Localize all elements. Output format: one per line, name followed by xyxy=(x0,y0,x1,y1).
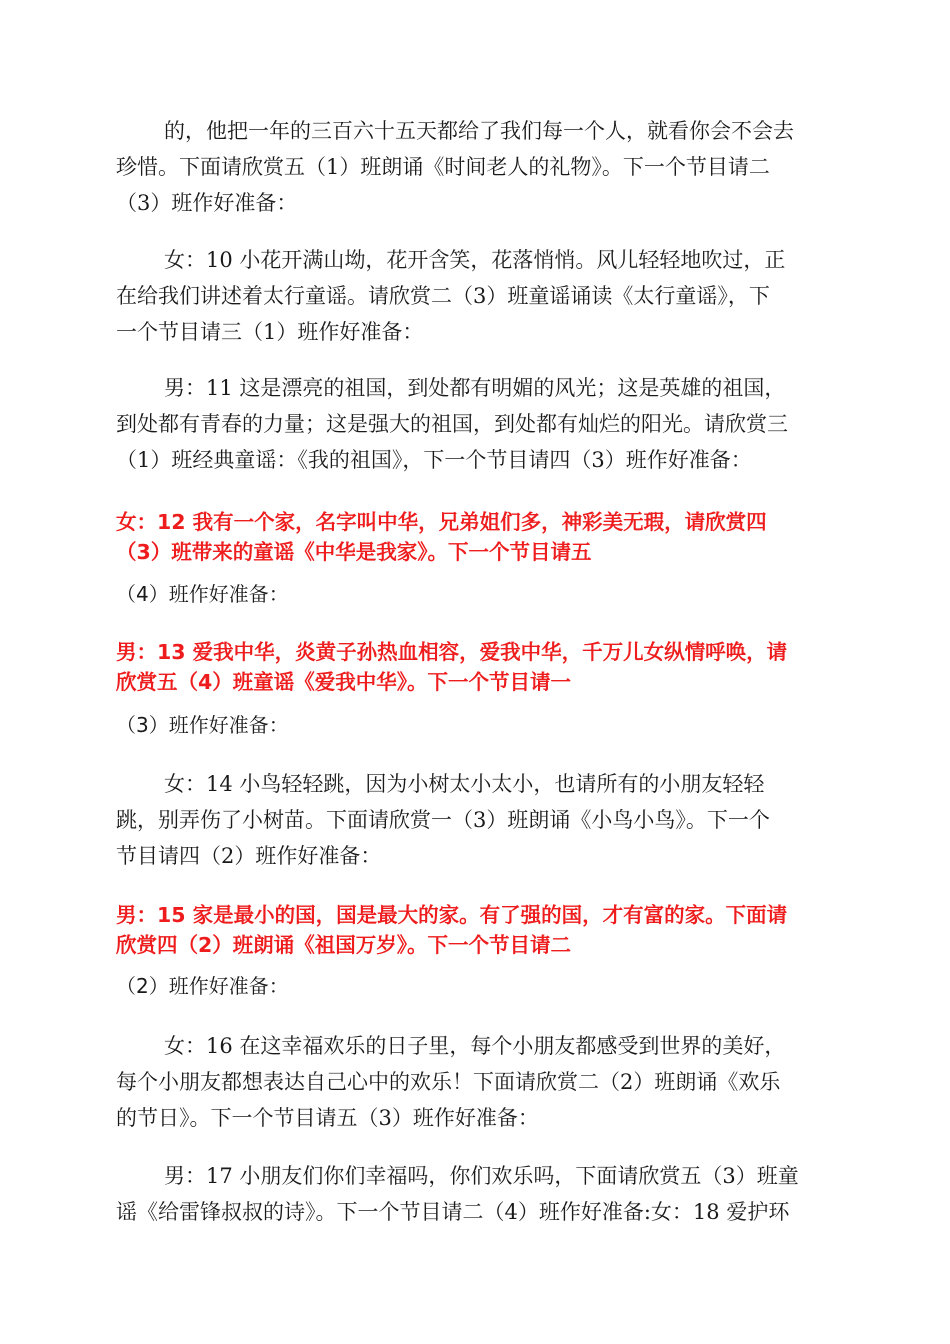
highlight-line: （3）班带来的童谣《中华是我家》。下一个节目请五 xyxy=(116,540,592,564)
text-line: 女：14 小鸟轻轻跳，因为小树太小太小，也请所有的小朋友轻轻 xyxy=(164,772,765,796)
paragraph-class-prepare xyxy=(116,707,832,743)
paragraph-male-13-highlight xyxy=(116,637,832,697)
paragraph-female-16 xyxy=(116,1028,832,1136)
paragraph-continuation xyxy=(116,113,832,221)
text-line: 的节日》。下一个节目请五（3）班作好准备： xyxy=(116,1106,539,1130)
text-line: 的，他把一年的三百六十五天都给了我们每一个人，就看你会不会去 xyxy=(164,119,794,143)
highlight-line: 欣赏五（4）班童谣《爱我中华》。下一个节目请一 xyxy=(116,670,572,694)
text-line: 跳，别弄伤了小树苗。下面请欣赏一（3）班朗诵《小鸟小鸟》。下一个 xyxy=(116,808,770,832)
highlight-line: 欣赏四（2）班朗诵《祖国万岁》。下一个节目请二 xyxy=(116,933,572,957)
paragraph-class-prepare xyxy=(116,968,832,1004)
highlight-line: 男：15 家是最小的国，国是最大的家。有了强的国，才有富的家。下面请 xyxy=(116,903,788,927)
paragraph-male-11 xyxy=(116,370,832,478)
text-line: （2）班作好准备： xyxy=(116,974,289,998)
text-line: （3）班作好准备： xyxy=(116,191,298,215)
text-line: 谣《给雷锋叔叔的诗》。下一个节目请二（4）班作好准备:女：18 爱护环 xyxy=(116,1200,790,1224)
text-line: 在给我们讲述着太行童谣。请欣赏二（3）班童谣诵读《太行童谣》，下 xyxy=(116,284,770,308)
text-line: （1）班经典童谣：《我的祖国》，下一个节目请四（3）班作好准备： xyxy=(116,448,752,472)
text-line: 到处都有青春的力量；这是强大的祖国，到处都有灿烂的阳光。请欣赏三 xyxy=(116,412,788,436)
text-line: 女：10 小花开满山坳，花开含笑，花落悄悄。风儿轻轻地吹过，正 xyxy=(164,248,786,272)
paragraph-female-10 xyxy=(116,242,832,350)
text-line: 节目请四（2）班作好准备： xyxy=(116,844,382,868)
text-line: 一个节目请三（1）班作好准备： xyxy=(116,320,424,344)
text-line: 女：16 在这幸福欢乐的日子里，每个小朋友都感受到世界的美好， xyxy=(164,1034,786,1058)
text-line: 珍惜。下面请欣赏五（1）班朗诵《时间老人的礼物》。下一个节目请二 xyxy=(116,155,770,179)
paragraph-male-15-highlight xyxy=(116,900,832,960)
text-line: 男：17 小朋友们你们幸福吗，你们欢乐吗，下面请欣赏五（3）班童 xyxy=(164,1164,799,1188)
paragraph-female-12-highlight xyxy=(116,507,832,567)
paragraph-female-14 xyxy=(116,766,832,874)
text-line: （3）班作好准备： xyxy=(116,713,289,737)
highlight-line: 男：13 爱我中华，炎黄子孙热血相容，爱我中华，千万儿女纵情呼唤，请 xyxy=(116,640,788,664)
paragraph-class-prepare xyxy=(116,576,832,612)
text-line: 男：11 这是漂亮的祖国，到处都有明媚的风光；这是英雄的祖国， xyxy=(164,376,786,400)
highlight-line: 女：12 我有一个家，名字叫中华，兄弟姐们多，神彩美无瑕，请欣赏四 xyxy=(116,510,767,534)
text-line: 每个小朋友都想表达自己心中的欢乐！下面请欣赏二（2）班朗诵《欢乐 xyxy=(116,1070,781,1094)
paragraph-male-17 xyxy=(116,1158,832,1230)
text-line: （4）班作好准备： xyxy=(116,582,289,606)
